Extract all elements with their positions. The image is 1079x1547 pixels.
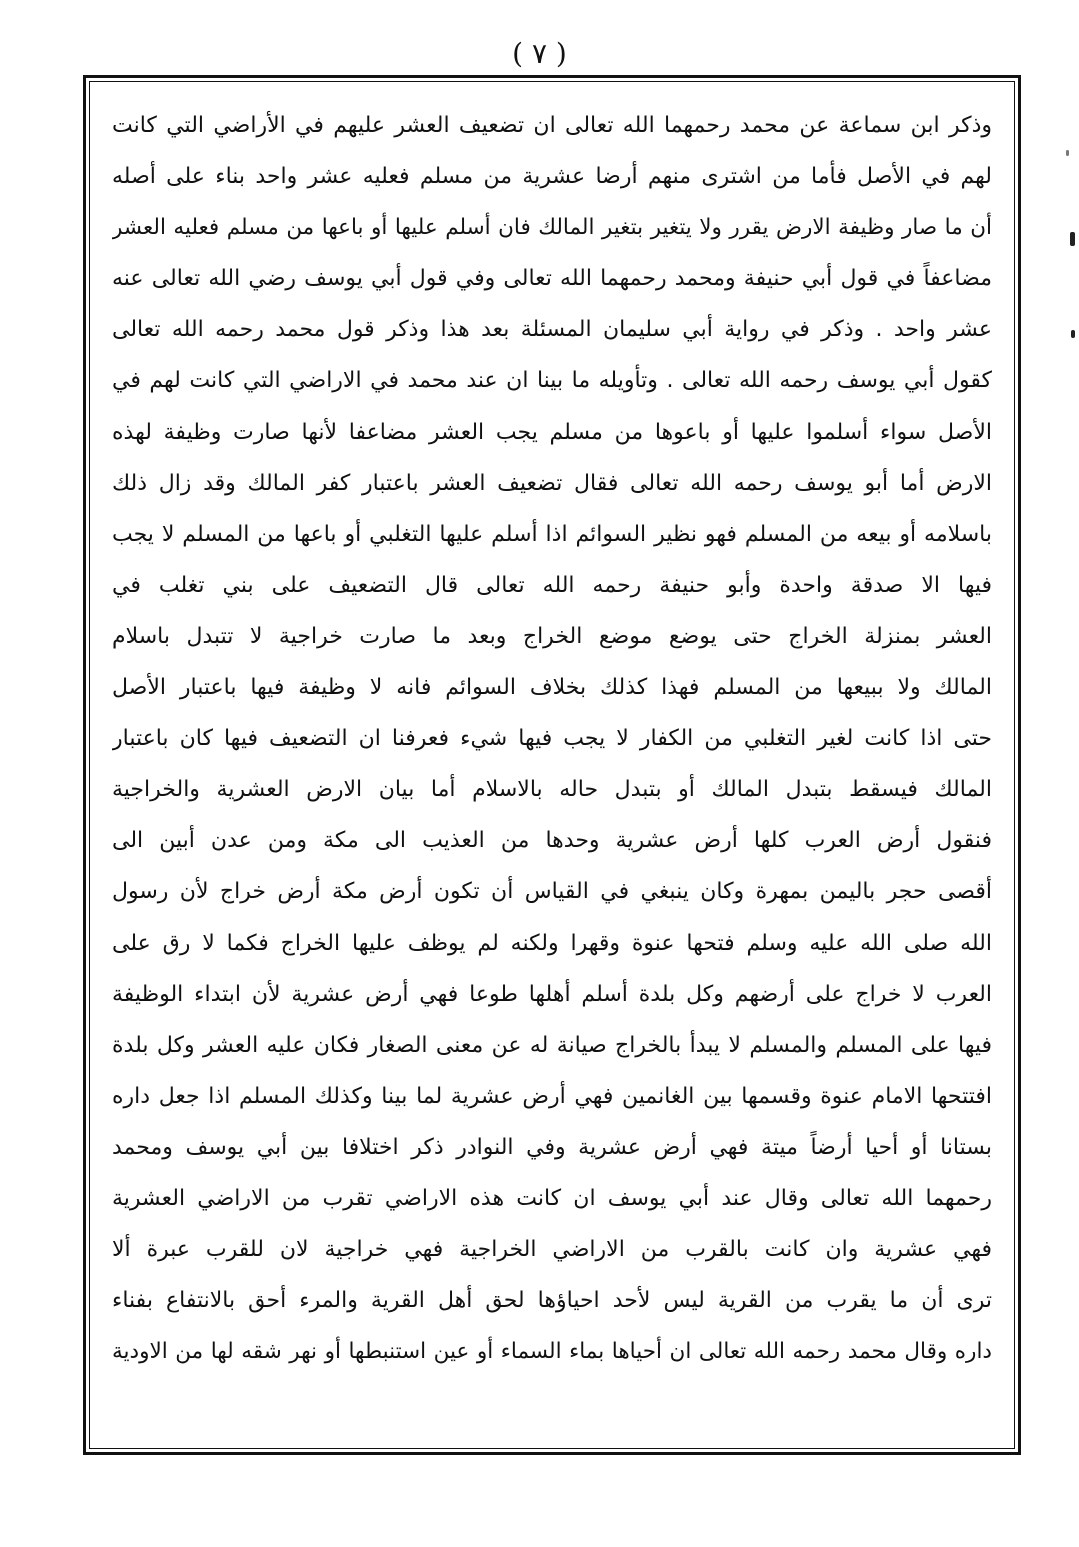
page-number: ( ٧ ) (512, 37, 567, 70)
text-line: العشر بمنزلة الخراج حتى يوضع موضع الخراج وبعد ما صارت خراجية لا تتبدل باسلام (112, 623, 992, 649)
text-line: فنقول أرض العرب كلها أرض عشرية وحدها من العذيب الى مكة ومن عدن أبين الى (112, 828, 992, 854)
text-line: العرب لا خراج على أرضهم وكل بلدة أسلم أهلها طوعا فهي أرض عشرية لأن ابتداء الوظيفة (112, 981, 992, 1007)
text-line: فهي عشرية وان كانت بالقرب من الاراضي الخراجية فهي خراجية لان للقرب عبرة ألا (112, 1237, 992, 1263)
text-line: الأصل سواء أسلموا عليها أو باعوها من مسلم يجب العشر مضاعفا لأنها صارت وظيفة لهذه (112, 419, 992, 445)
text-line: أقصى حجر باليمن بمهرة وكان ينبغي في القياس أن تكون أرض مكة أرض خراج لأن رسول (112, 879, 992, 905)
text-line: داره وقال محمد رحمه الله تعالى ان أحياها بماء السماء أو عين استنبطها أو نهر شقه لها من الاودية (112, 1339, 992, 1365)
text-body (112, 100, 992, 1377)
text-line: الارض أما أبو يوسف رحمه الله تعالى فقال تضعيف العشر باعتبار كفر المالك وقد زال ذلك (112, 470, 992, 496)
text-line: وذكر ابن سماعة عن محمد رحمهما الله تعالى ان تضعيف العشر عليهم في الأراضي التي كانت (112, 113, 992, 138)
text-line: المالك ولا ببيعها من المسلم فهذا كذلك بخلاف السوائم فانه لا وظيفة فيها باعتبار الأصل (112, 675, 992, 701)
text-line: ترى أن ما يقرب من القرية ليس لأحد احياؤها لحق أهل القرية والمرء أحق بالانتفاع بفناء (112, 1288, 992, 1314)
text-line: باسلامه أو بيعه من المسلم فهو نظير السوائم اذا أسلم عليها التغلبي أو باعها من المسلم لا يجب (112, 521, 992, 547)
margin-ink-mark (1066, 150, 1069, 156)
text-line: عشر واحد . وذكر في رواية أبي سليمان المسئلة بعد هذا وذكر قول محمد رحمه الله تعالى (112, 317, 992, 343)
text-line: حتى اذا كانت لغير التغلبي من الكفار لا يجب فيها شيء فعرفنا ان التضعيف فيها كان باعتبار (112, 726, 992, 752)
text-line: فيها الا صدقة واحدة وأبو حنيفة رحمه الله تعالى قال التضعيف على بني تغلب في (112, 572, 992, 598)
text-line: افتتحها الامام عنوة وقسمها بين الغانمين فهي أرض عشرية لما بينا وكذلك المسلم اذا جعل داره (112, 1083, 992, 1109)
text-line: لهم في الأصل فأما من اشترى منهم أرضا عشرية من مسلم فعليه عشر واحد بناء على أصله (112, 164, 992, 190)
text-line: كقول أبي يوسف رحمه الله تعالى . وتأويله ما بينا ان عند محمد في الاراضي التي كانت لهم في (112, 368, 992, 394)
text-line: الله صلى الله عليه وسلم فتحها عنوة وقهرا ولكنه لم يوظف عليها الخراج فكما لا رق على (112, 930, 992, 956)
margin-ink-mark (1071, 330, 1075, 338)
text-line: رحمهما الله تعالى وقال عند أبي يوسف ان كانت هذه الاراضي تقرب من الاراضي العشرية (112, 1185, 992, 1211)
text-line: بستانا أو أحيا أرضاً ميتة فهي أرض عشرية وفي النوادر ذكر اختلافا بين أبي يوسف ومحمد (112, 1134, 992, 1160)
text-line: فيها على المسلم والمسلم لا يبدأ بالخراج صيانة له عن معنى الصغار فكان عليه العشر وكل بلدة (112, 1032, 992, 1058)
margin-ink-mark (1070, 232, 1075, 246)
text-line: مضاعفاً في قول أبي حنيفة ومحمد رحمهما الله تعالى وفي قول أبي يوسف رضي الله تعالى عنه (112, 266, 992, 292)
text-line: أن ما صار وظيفة الارض يقرر ولا يتغير بتغير المالك فان أسلم عليها أو باعها من مسلم فعليه العشر (112, 215, 992, 241)
text-line: المالك فيسقط بتبدل المالك أو بتبدل حاله بالاسلام أما بيان الارض العشرية والخراجية (112, 777, 992, 803)
